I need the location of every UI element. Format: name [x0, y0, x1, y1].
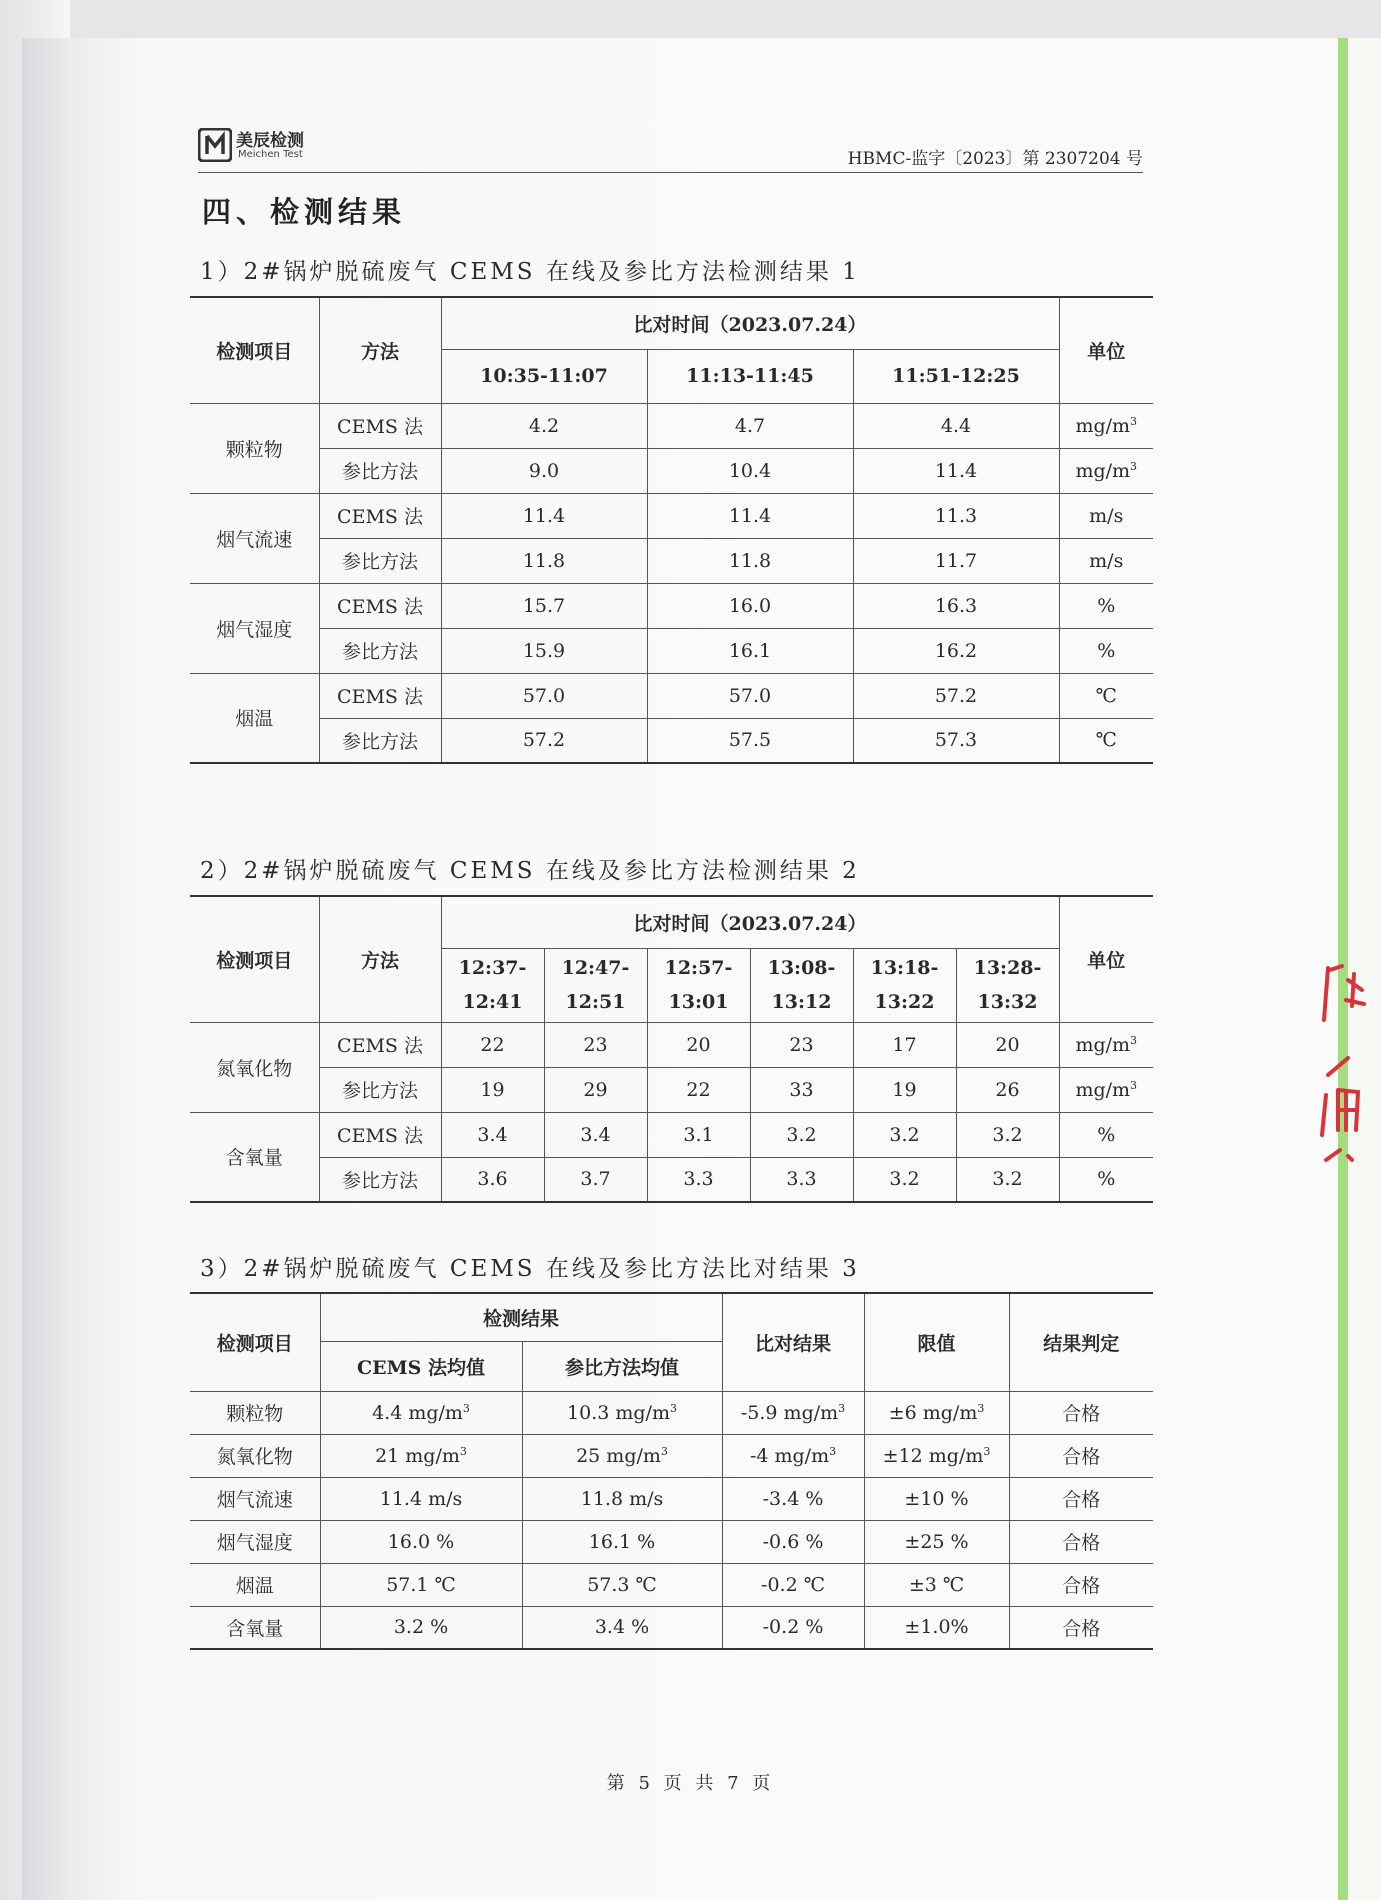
- t2-value-cell: 26: [956, 1067, 1059, 1112]
- t1-item-cell: 烟温: [190, 673, 319, 763]
- t2-value-cell: 3.7: [544, 1157, 647, 1202]
- table2: [190, 895, 1153, 1203]
- t1-value-cell: 57.5: [647, 718, 853, 763]
- t2-unit-cell: [1059, 1157, 1153, 1202]
- t3-ref-mean-cell-text: 10.3 mg/m: [567, 1401, 670, 1424]
- t3-judgement-cell: 合格: [1009, 1606, 1153, 1649]
- t1-header-time-slot: 10:35-11:07: [441, 349, 647, 403]
- t3-compare-cell-sup: 3: [829, 1444, 837, 1458]
- t2-item-cell: 氮氧化物: [190, 1022, 319, 1112]
- t1-header-time-slot: 11:51-12:25: [853, 349, 1059, 403]
- t2-unit-cell-text: mg/m: [1075, 1033, 1131, 1056]
- t3-compare-cell: [722, 1434, 864, 1477]
- t1-value-cell: 57.2: [441, 718, 647, 763]
- t3-item-cell: 烟温: [190, 1563, 320, 1606]
- t2-unit-cell-text: %: [1097, 1168, 1116, 1191]
- t1-value-cell: 11.4: [441, 493, 647, 538]
- table-row: [190, 1112, 1153, 1157]
- t3-cems-mean-cell: [320, 1391, 522, 1434]
- t1-method-cell: CEMS 法: [319, 493, 441, 538]
- table-row: [190, 1520, 1153, 1563]
- t1-method-cell: CEMS 法: [319, 403, 441, 448]
- t1-unit-cell-text: ℃: [1095, 684, 1117, 707]
- t1-header-time: 比对时间（2023.07.24）: [441, 297, 1059, 349]
- t3-limit-cell: [864, 1391, 1009, 1434]
- t2-method-cell: CEMS 法: [319, 1022, 441, 1067]
- t3-header-compare: 比对结果: [722, 1293, 864, 1391]
- red-seal-fragment-icon: [1318, 960, 1378, 1220]
- t3-limit-cell-sup: 3: [983, 1444, 991, 1458]
- section-title: 四、检测结果: [202, 195, 407, 229]
- t2-value-cell: 29: [544, 1067, 647, 1112]
- meichen-logo-icon: [198, 128, 232, 162]
- table-row: [190, 673, 1153, 718]
- report-header: [198, 124, 1143, 172]
- t3-compare-cell: [722, 1477, 864, 1520]
- t1-value-cell: 4.2: [441, 403, 647, 448]
- t1-unit-cell-text: m/s: [1089, 549, 1124, 572]
- t2-time-end: 12:51: [565, 991, 626, 1013]
- t3-compare-cell: [722, 1606, 864, 1649]
- table-row: [190, 538, 1153, 583]
- table-row: [190, 1563, 1153, 1606]
- t2-time-start: 13:28-: [973, 957, 1042, 979]
- t1-unit-cell-text: ℃: [1095, 729, 1117, 752]
- t2-time-end: 12:41: [462, 991, 523, 1013]
- t2-unit-cell-sup: 3: [1130, 1078, 1138, 1092]
- t2-unit-cell-text: mg/m: [1075, 1078, 1131, 1101]
- document-number: HBMC-监字〔2023〕第 2307204 号: [847, 149, 1143, 169]
- t2-header-item: 检测项目: [190, 896, 319, 1022]
- t3-ref-mean-cell-text: 16.1 %: [588, 1530, 656, 1553]
- t3-cems-mean-cell: [320, 1434, 522, 1477]
- t1-unit-cell: [1059, 448, 1153, 493]
- t3-judgement-cell: 合格: [1009, 1520, 1153, 1563]
- t1-unit-cell-text: m/s: [1089, 504, 1124, 527]
- t1-value-cell: 15.7: [441, 583, 647, 628]
- t3-compare-cell: [722, 1520, 864, 1563]
- table-row: [190, 1067, 1153, 1112]
- table1: [190, 296, 1153, 764]
- table-row: [190, 1022, 1153, 1067]
- t3-ref-mean-cell: [522, 1563, 722, 1606]
- t1-method-cell: CEMS 法: [319, 673, 441, 718]
- t3-cems-mean-cell: [320, 1606, 522, 1649]
- table-row: [190, 403, 1153, 448]
- table3: [190, 1292, 1153, 1650]
- t2-method-cell: 参比方法: [319, 1157, 441, 1202]
- t2-value-cell: 3.2: [853, 1112, 956, 1157]
- t3-ref-mean-cell-text: 25 mg/m: [576, 1444, 661, 1467]
- t3-ref-mean-cell-sup: 3: [660, 1444, 668, 1458]
- t2-time-start: 12:47-: [561, 957, 630, 979]
- t3-compare-cell-text: -4 mg/m: [749, 1444, 830, 1467]
- t2-value-cell: 22: [441, 1022, 544, 1067]
- t3-compare-cell-text: -0.2 ℃: [761, 1573, 825, 1596]
- table-row: [190, 583, 1153, 628]
- t3-header-ref-mean: 参比方法均值: [522, 1341, 722, 1391]
- t3-item-cell: 含氧量: [190, 1606, 320, 1649]
- t1-value-cell: 11.8: [441, 538, 647, 583]
- t3-compare-cell-text: -0.6 %: [762, 1530, 824, 1553]
- t1-method-cell: 参比方法: [319, 628, 441, 673]
- t1-header-unit: 单位: [1059, 297, 1153, 403]
- t2-value-cell: 3.4: [441, 1112, 544, 1157]
- t3-ref-mean-cell: [522, 1434, 722, 1477]
- t2-value-cell: 3.2: [750, 1112, 853, 1157]
- t1-unit-cell-sup: 3: [1130, 459, 1138, 473]
- t2-value-cell: 3.2: [853, 1157, 956, 1202]
- table2-title: 2）2#锅炉脱硫废气 CEMS 在线及参比方法检测结果 2: [200, 858, 860, 884]
- t2-header-time-slot: [544, 948, 647, 1022]
- t2-value-cell: 3.2: [956, 1112, 1059, 1157]
- t2-header-time-slot: [956, 948, 1059, 1022]
- t3-compare-cell-text: -3.4 %: [762, 1487, 824, 1510]
- t1-method-cell: 参比方法: [319, 448, 441, 493]
- t1-value-cell: 11.7: [853, 538, 1059, 583]
- table-row: [190, 493, 1153, 538]
- t3-limit-cell-text: ±25 %: [904, 1530, 969, 1553]
- t1-unit-cell: [1059, 583, 1153, 628]
- t3-cems-mean-cell-sup: 3: [459, 1444, 467, 1458]
- t3-limit-cell: [864, 1434, 1009, 1477]
- t1-value-cell: 11.3: [853, 493, 1059, 538]
- t3-judgement-cell: 合格: [1009, 1391, 1153, 1434]
- t3-limit-cell: [864, 1477, 1009, 1520]
- t1-value-cell: 57.0: [441, 673, 647, 718]
- t1-value-cell: 57.0: [647, 673, 853, 718]
- t1-unit-cell-sup: 3: [1130, 414, 1138, 428]
- t1-unit-cell-text: %: [1097, 639, 1116, 662]
- t3-item-cell: 氮氧化物: [190, 1434, 320, 1477]
- t3-cems-mean-cell-sup: 3: [462, 1401, 470, 1415]
- logo-name: 美辰检测: [236, 131, 304, 151]
- t3-ref-mean-cell: [522, 1477, 722, 1520]
- t1-value-cell: 9.0: [441, 448, 647, 493]
- t3-cems-mean-cell: [320, 1563, 522, 1606]
- table3-title: 3）2#锅炉脱硫废气 CEMS 在线及参比方法比对结果 3: [200, 1256, 860, 1282]
- t3-limit-cell-sup: 3: [977, 1401, 985, 1415]
- t3-limit-cell-text: ±1.0%: [904, 1616, 969, 1639]
- t1-header-item: 检测项目: [190, 297, 319, 403]
- t1-unit-cell-text: mg/m: [1075, 414, 1131, 437]
- t3-cems-mean-cell-text: 57.1 ℃: [386, 1573, 456, 1596]
- t1-value-cell: 4.4: [853, 403, 1059, 448]
- t2-value-cell: 19: [441, 1067, 544, 1112]
- t3-header-limit: 限值: [864, 1293, 1009, 1391]
- t3-limit-cell: [864, 1520, 1009, 1563]
- t1-unit-cell: [1059, 403, 1153, 448]
- t1-item-cell: 烟气湿度: [190, 583, 319, 673]
- t3-cems-mean-cell: [320, 1520, 522, 1563]
- t2-value-cell: 3.3: [647, 1157, 750, 1202]
- table-row: [190, 1477, 1153, 1520]
- t3-ref-mean-cell-text: 3.4 %: [594, 1616, 650, 1639]
- logo-subtitle: Meichen Test: [238, 149, 303, 160]
- t2-time-start: 12:57-: [664, 957, 733, 979]
- t3-ref-mean-cell-sup: 3: [669, 1401, 677, 1415]
- t1-unit-cell: [1059, 718, 1153, 763]
- t3-cems-mean-cell-text: 4.4 mg/m: [372, 1401, 463, 1424]
- t1-value-cell: 57.2: [853, 673, 1059, 718]
- table-row: [190, 1606, 1153, 1649]
- t3-judgement-cell: 合格: [1009, 1563, 1153, 1606]
- t3-header-judgement: 结果判定: [1009, 1293, 1153, 1391]
- t2-method-cell: CEMS 法: [319, 1112, 441, 1157]
- t2-time-start: 12:37-: [458, 957, 527, 979]
- t3-cems-mean-cell-text: 16.0 %: [387, 1530, 455, 1553]
- t3-cems-mean-cell-text: 21 mg/m: [375, 1444, 460, 1467]
- t1-unit-cell: [1059, 493, 1153, 538]
- t3-item-cell: 颗粒物: [190, 1391, 320, 1434]
- t3-ref-mean-cell: [522, 1606, 722, 1649]
- table-row: [190, 448, 1153, 493]
- t1-unit-cell-text: mg/m: [1075, 459, 1131, 482]
- t1-value-cell: 11.8: [647, 538, 853, 583]
- t2-header-time-slot: [647, 948, 750, 1022]
- t1-value-cell: 10.4: [647, 448, 853, 493]
- t3-limit-cell-text: ±10 %: [904, 1487, 969, 1510]
- t2-item-cell: 含氧量: [190, 1112, 319, 1202]
- t3-cems-mean-cell-text: 3.2 %: [393, 1616, 449, 1639]
- t2-time-start: 13:08-: [767, 957, 836, 979]
- t3-cems-mean-cell: [320, 1477, 522, 1520]
- t3-compare-cell-sup: 3: [838, 1401, 846, 1415]
- t1-value-cell: 16.3: [853, 583, 1059, 628]
- t1-value-cell: 16.0: [647, 583, 853, 628]
- t2-header-time-slot: [853, 948, 956, 1022]
- t2-value-cell: 3.3: [750, 1157, 853, 1202]
- t2-header-time: 比对时间（2023.07.24）: [441, 896, 1059, 948]
- company-logo: [198, 126, 318, 166]
- t1-unit-cell: [1059, 538, 1153, 583]
- t2-time-end: 13:12: [771, 991, 832, 1013]
- t1-value-cell: 16.2: [853, 628, 1059, 673]
- table-row: [190, 628, 1153, 673]
- t1-method-cell: 参比方法: [319, 718, 441, 763]
- t3-cems-mean-cell-text: 11.4 m/s: [379, 1487, 463, 1510]
- t2-unit-cell: [1059, 1022, 1153, 1067]
- t3-header-cems-mean: CEMS 法均值: [320, 1341, 522, 1391]
- t1-value-cell: 11.4: [853, 448, 1059, 493]
- t1-value-cell: 16.1: [647, 628, 853, 673]
- t2-value-cell: 23: [544, 1022, 647, 1067]
- t3-compare-cell: [722, 1563, 864, 1606]
- table-row: [190, 718, 1153, 763]
- t1-method-cell: 参比方法: [319, 538, 441, 583]
- t2-header-method: 方法: [319, 896, 441, 1022]
- t3-limit-cell-text: ±3 ℃: [908, 1573, 965, 1596]
- t1-header-time-slot: 11:13-11:45: [647, 349, 853, 403]
- t1-value-cell: 57.3: [853, 718, 1059, 763]
- t3-limit-cell-text: ±6 mg/m: [888, 1401, 978, 1424]
- t2-time-end: 13:32: [977, 991, 1038, 1013]
- t2-value-cell: 3.4: [544, 1112, 647, 1157]
- t2-value-cell: 3.2: [956, 1157, 1059, 1202]
- t2-value-cell: 20: [956, 1022, 1059, 1067]
- t2-value-cell: 19: [853, 1067, 956, 1112]
- t3-item-cell: 烟气湿度: [190, 1520, 320, 1563]
- t2-value-cell: 33: [750, 1067, 853, 1112]
- t2-value-cell: 22: [647, 1067, 750, 1112]
- header-divider: [198, 172, 1143, 173]
- t2-header-unit: 单位: [1059, 896, 1153, 1022]
- t3-limit-cell: [864, 1606, 1009, 1649]
- t2-header-time-slot: [441, 948, 544, 1022]
- table-row: [190, 1391, 1153, 1434]
- t2-time-end: 13:01: [668, 991, 729, 1013]
- t1-header-method: 方法: [319, 297, 441, 403]
- t2-value-cell: 17: [853, 1022, 956, 1067]
- t1-value-cell: 15.9: [441, 628, 647, 673]
- t2-unit-cell: [1059, 1112, 1153, 1157]
- t3-header-item: 检测项目: [190, 1293, 320, 1391]
- t3-judgement-cell: 合格: [1009, 1477, 1153, 1520]
- table-row: [190, 1157, 1153, 1202]
- t1-value-cell: 11.4: [647, 493, 853, 538]
- t3-ref-mean-cell: [522, 1391, 722, 1434]
- t3-ref-mean-cell-text: 11.8 m/s: [580, 1487, 664, 1510]
- t3-compare-cell-text: -5.9 mg/m: [740, 1401, 839, 1424]
- t2-value-cell: 3.1: [647, 1112, 750, 1157]
- t1-item-cell: 颗粒物: [190, 403, 319, 493]
- t1-value-cell: 4.7: [647, 403, 853, 448]
- t3-limit-cell-text: ±12 mg/m: [882, 1444, 984, 1467]
- t1-unit-cell: [1059, 628, 1153, 673]
- t2-time-end: 13:22: [874, 991, 935, 1013]
- t3-item-cell: 烟气流速: [190, 1477, 320, 1520]
- t2-value-cell: 23: [750, 1022, 853, 1067]
- t3-compare-cell: [722, 1391, 864, 1434]
- t3-judgement-cell: 合格: [1009, 1434, 1153, 1477]
- t2-unit-cell-text: %: [1097, 1123, 1116, 1146]
- t2-method-cell: 参比方法: [319, 1067, 441, 1112]
- t3-compare-cell-text: -0.2 %: [762, 1616, 824, 1639]
- t2-time-start: 13:18-: [870, 957, 939, 979]
- t3-ref-mean-cell: [522, 1520, 722, 1563]
- t1-item-cell: 烟气流速: [190, 493, 319, 583]
- page-number: 第 5 页 共 7 页: [606, 1773, 775, 1794]
- t1-method-cell: CEMS 法: [319, 583, 441, 628]
- t1-unit-cell: [1059, 673, 1153, 718]
- t2-unit-cell-sup: 3: [1130, 1033, 1138, 1047]
- t3-limit-cell: [864, 1563, 1009, 1606]
- t2-value-cell: 3.6: [441, 1157, 544, 1202]
- t2-value-cell: 20: [647, 1022, 750, 1067]
- t2-unit-cell: [1059, 1067, 1153, 1112]
- table1-title: 1）2#锅炉脱硫废气 CEMS 在线及参比方法检测结果 1: [200, 259, 860, 285]
- t3-header-result: 检测结果: [320, 1293, 722, 1341]
- t3-ref-mean-cell-text: 57.3 ℃: [587, 1573, 657, 1596]
- table-row: [190, 1434, 1153, 1477]
- t2-header-time-slot: [750, 948, 853, 1022]
- t1-unit-cell-text: %: [1097, 594, 1116, 617]
